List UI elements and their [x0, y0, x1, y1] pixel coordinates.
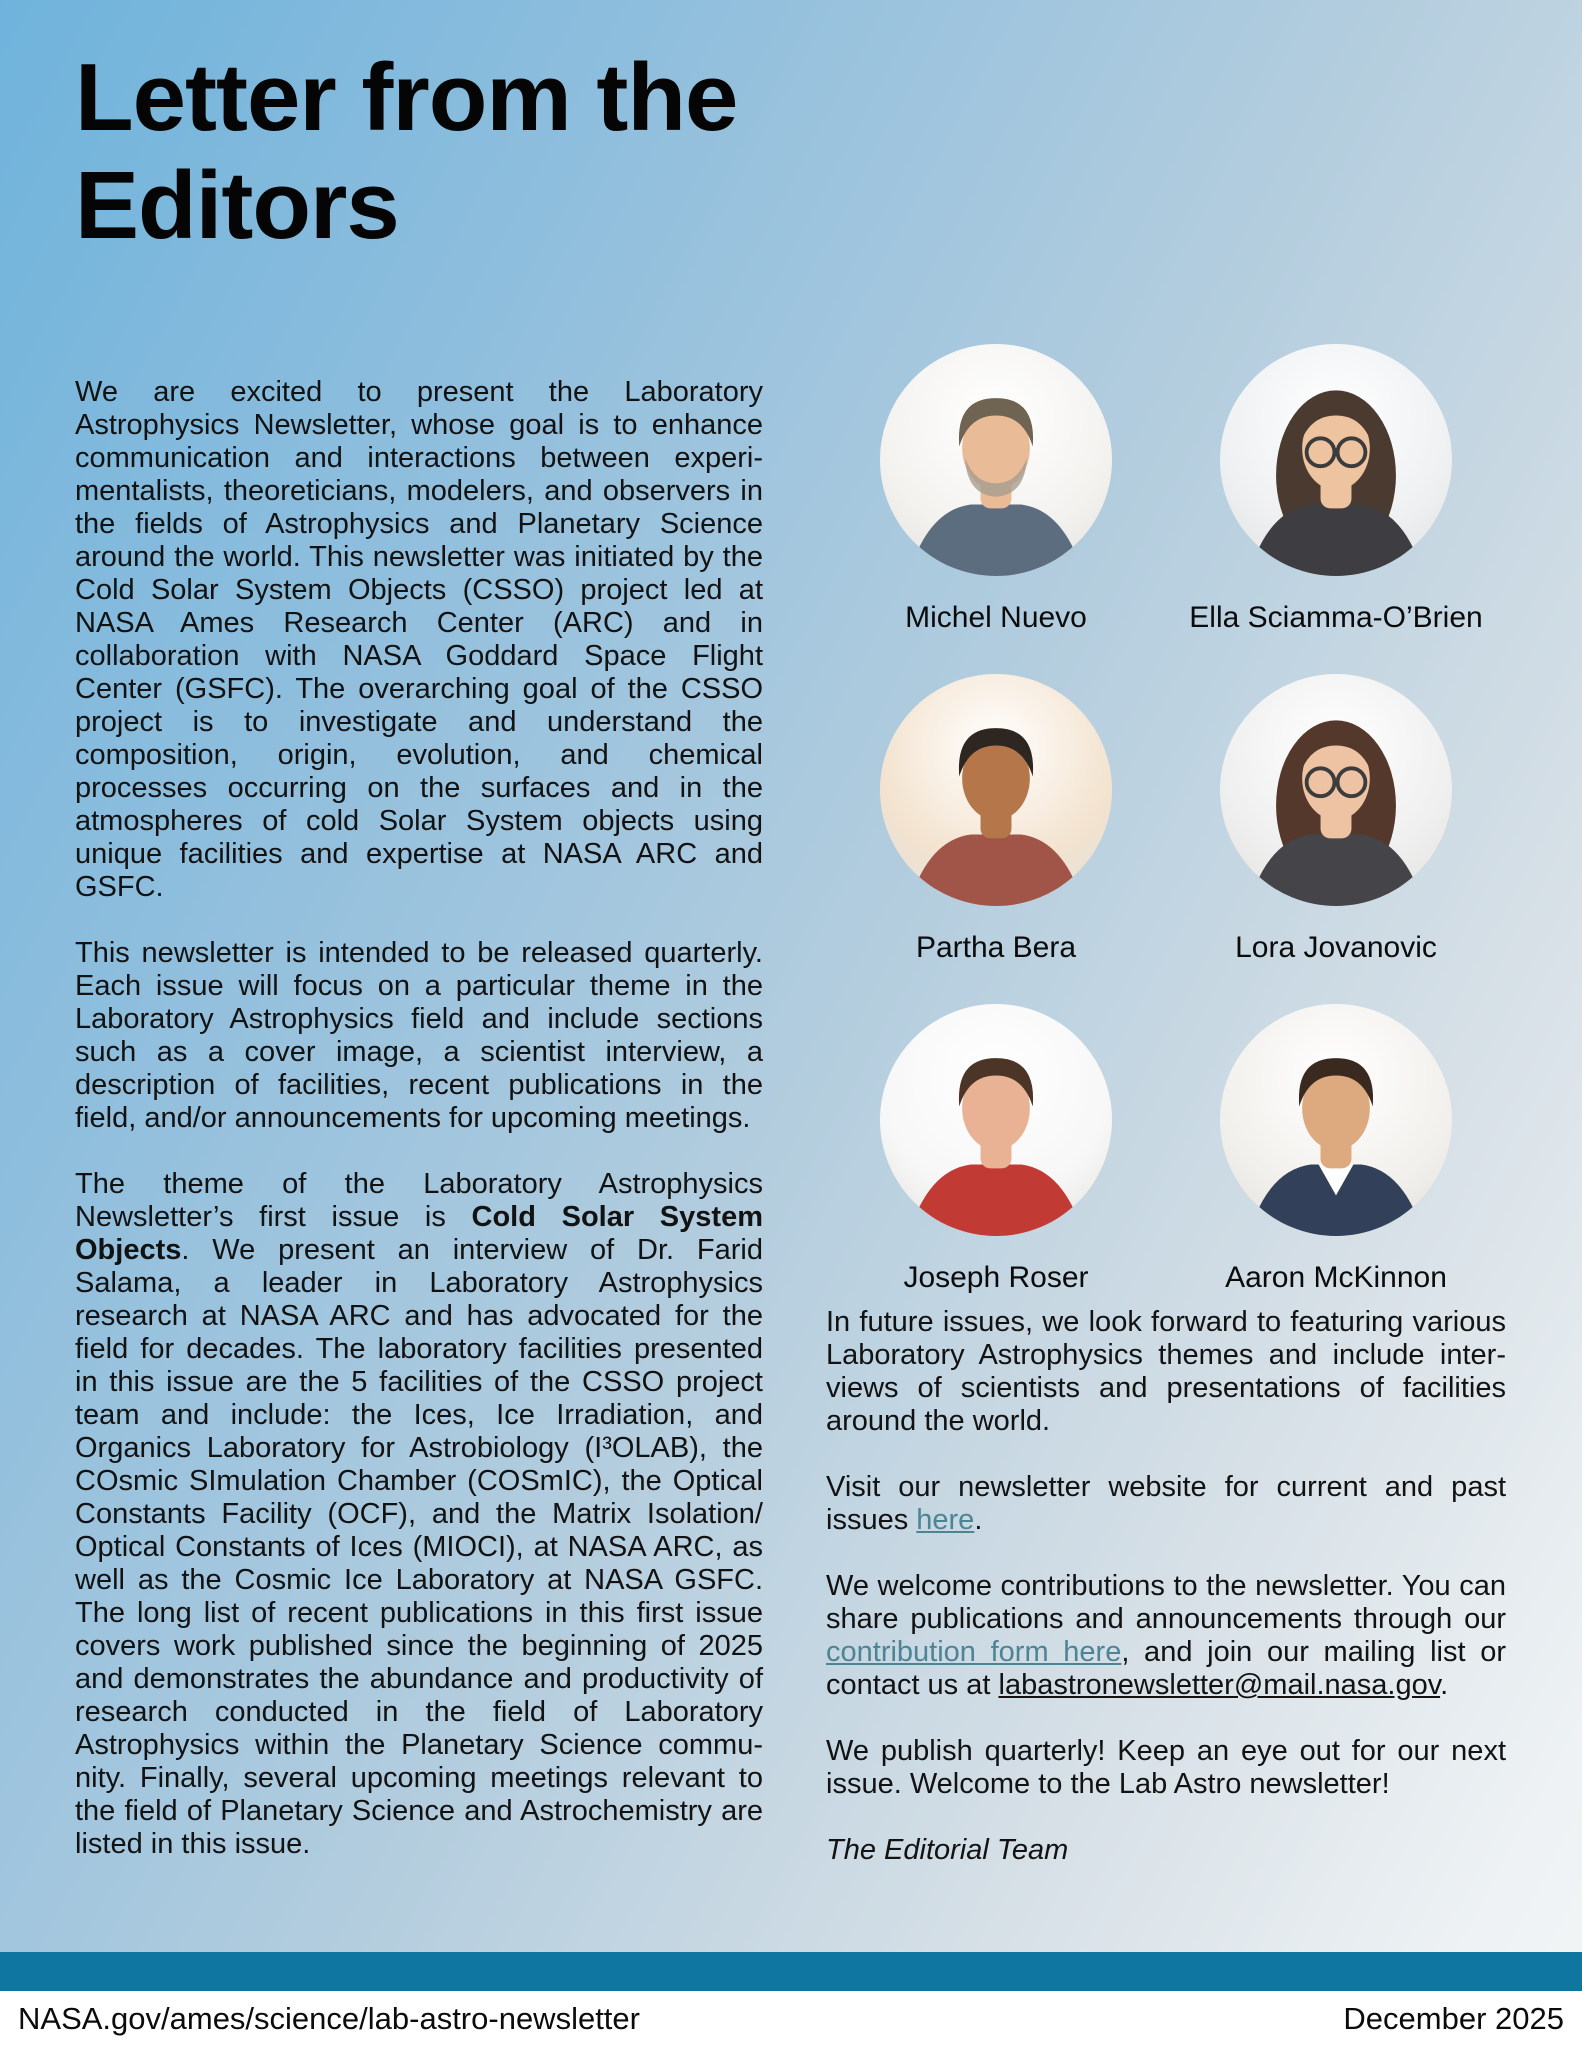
contributions-paragraph [826, 1570, 1506, 1702]
editor-name: Aaron McKinnon [1225, 1261, 1447, 1294]
letter-paragraph-1: We are excited to present the Laboratory Astrophysics Newsletter, whose goal is to enhance communication and interactions between experi-mentalists, theoreticians, modelers, and observers in the fields of Astrophysics and Planetary Science around the world. This newsletter was initiated by the Cold Solar System Objects (CSSO) project led at NASA Ames Research Center (ARC) and in collaboration with NASA Goddard Space Flight Center (GSFC). The overarching goal of the CSSO project is to investigate and understand the composition, origin, evolution, and chemical processes occurring on the surfaces and in the atmospheres of cold Solar System objects using unique facilities and expertise at NASA ARC and GSFC. [75, 376, 763, 903]
editor-tile-joseph-roser [826, 1004, 1166, 1294]
editors-photo-grid [826, 344, 1506, 1334]
avatar-shoulders [1247, 834, 1425, 906]
person-avatar-icon [880, 1004, 1112, 1236]
editor-tile-partha-bera [826, 674, 1166, 964]
page-title-line2: Editors [75, 152, 399, 259]
person-avatar-icon [1220, 344, 1452, 576]
avatar-shoulders [907, 834, 1085, 906]
email-link[interactable]: labastronewsletter@mail.nasa.gov [998, 1669, 1441, 1701]
website-paragraph [826, 1471, 1506, 1537]
editor-portrait-photo [1220, 1004, 1452, 1236]
editor-portrait-photo [880, 674, 1112, 906]
editor-tile-aaron-mckinnon [1166, 1004, 1506, 1294]
editor-tile-lora-jovanovic [1166, 674, 1506, 964]
editor-name: Joseph Roser [903, 1261, 1089, 1294]
website-paragraph-post: . [974, 1504, 983, 1536]
website-paragraph-pre: Visit our newsletter website for current and past issues [826, 1471, 1506, 1536]
editor-name: Partha Bera [915, 931, 1077, 964]
person-avatar-icon [1220, 1004, 1452, 1236]
person-avatar-icon [880, 674, 1112, 906]
publish-quarterly-paragraph: We publish quarterly! Keep an eye out for our next issue. Welcome to the Lab Astro newsletter! [826, 1735, 1506, 1800]
footer [0, 1991, 1582, 2047]
footer-accent-bar [0, 1952, 1582, 1991]
newsletter-website-link[interactable]: here [916, 1504, 975, 1536]
letter-body [75, 376, 763, 1894]
person-avatar-icon [1220, 674, 1452, 906]
editor-name: Lora Jovanovic [1235, 931, 1437, 964]
person-avatar-icon [880, 344, 1112, 576]
contributions-paragraph-pre: We welcome contributions to the newsletter. You can share publications and announcements through our [826, 1570, 1506, 1635]
avatar-shoulders [907, 504, 1085, 576]
editor-portrait-photo [880, 344, 1112, 576]
editor-tile-michel-nuevo [826, 344, 1166, 634]
avatar-shoulders [1247, 504, 1425, 576]
contributions-paragraph-mid: , and join our mailing list or contact us at [826, 1636, 1506, 1701]
letter-paragraph-3-post: . We present an interview of Dr. Farid Salama, a leader in Laboratory Astrophysics research at NASA ARC and has advocated for the field for decades. The laboratory facilities presented in this issue are the 5 facilities of the CSSO project team and include: the Ices, Ice Irradiation, and Organics Laboratory for Astrobiology (I³OLAB), the COsmic SImulation Chamber (COSmIC), the Optical Constants Facility (OCF), and the Matrix Isolation/ Optical Constants of Ices (MIOCI), at NASA ARC, as well as the Cosmic Ice Laboratory at NASA GSFC. The long list of recent publications in this first issue covers work published since the beginning of 2025 and demonstrates the abundance and productivity of research conducted in the field of Laboratory Astrophysics within the Planetary Science commu-nity. Finally, several upcoming meetings relevant to the field of Planetary Science and Astrochemistry are listed in this issue. [75, 1234, 763, 1860]
letter-paragraph-3 [75, 1168, 763, 1861]
footer-url: NASA.gov/ames/science/lab-astro-newsletter [18, 2001, 640, 2036]
letter-paragraph-3-pre: The theme of the Laboratory Astrophysics Newsletter’s first issue is [75, 1168, 763, 1233]
contribution-form-link[interactable]: contribution form here [826, 1636, 1122, 1668]
footer-date: December 2025 [1343, 2001, 1564, 2036]
editor-name: Ella Sciamma-O’Brien [1189, 601, 1483, 634]
right-column-text [826, 1306, 1506, 1900]
page-title-line1: Letter from the [75, 44, 738, 151]
editor-portrait-photo [880, 1004, 1112, 1236]
editor-portrait-photo [1220, 674, 1452, 906]
future-issues-paragraph: In future issues, we look forward to featuring various Laboratory Astrophysics themes and include inter-views of scientists and presentations of facilities around the world. [826, 1306, 1506, 1437]
editor-tile-ella-sciamma-o-brien [1166, 344, 1506, 634]
page-title [75, 44, 737, 260]
editor-name: Michel Nuevo [905, 601, 1087, 634]
avatar-shoulders [907, 1164, 1085, 1236]
letter-paragraph-3-theme: Cold Solar System Objects [75, 1201, 763, 1266]
contributions-paragraph-post: . [1440, 1669, 1449, 1701]
letter-paragraph-2: This newsletter is intended to be released quarterly. Each issue will focus on a particular theme in the Laboratory Astrophysics field and include sections such as a cover image, a scientist interview, a description of facilities, recent publications in the field, and/or announcements for upcoming meetings. [75, 937, 763, 1134]
editorial-team-signature: The Editorial Team [826, 1834, 1069, 1866]
editor-portrait-photo [1220, 344, 1452, 576]
